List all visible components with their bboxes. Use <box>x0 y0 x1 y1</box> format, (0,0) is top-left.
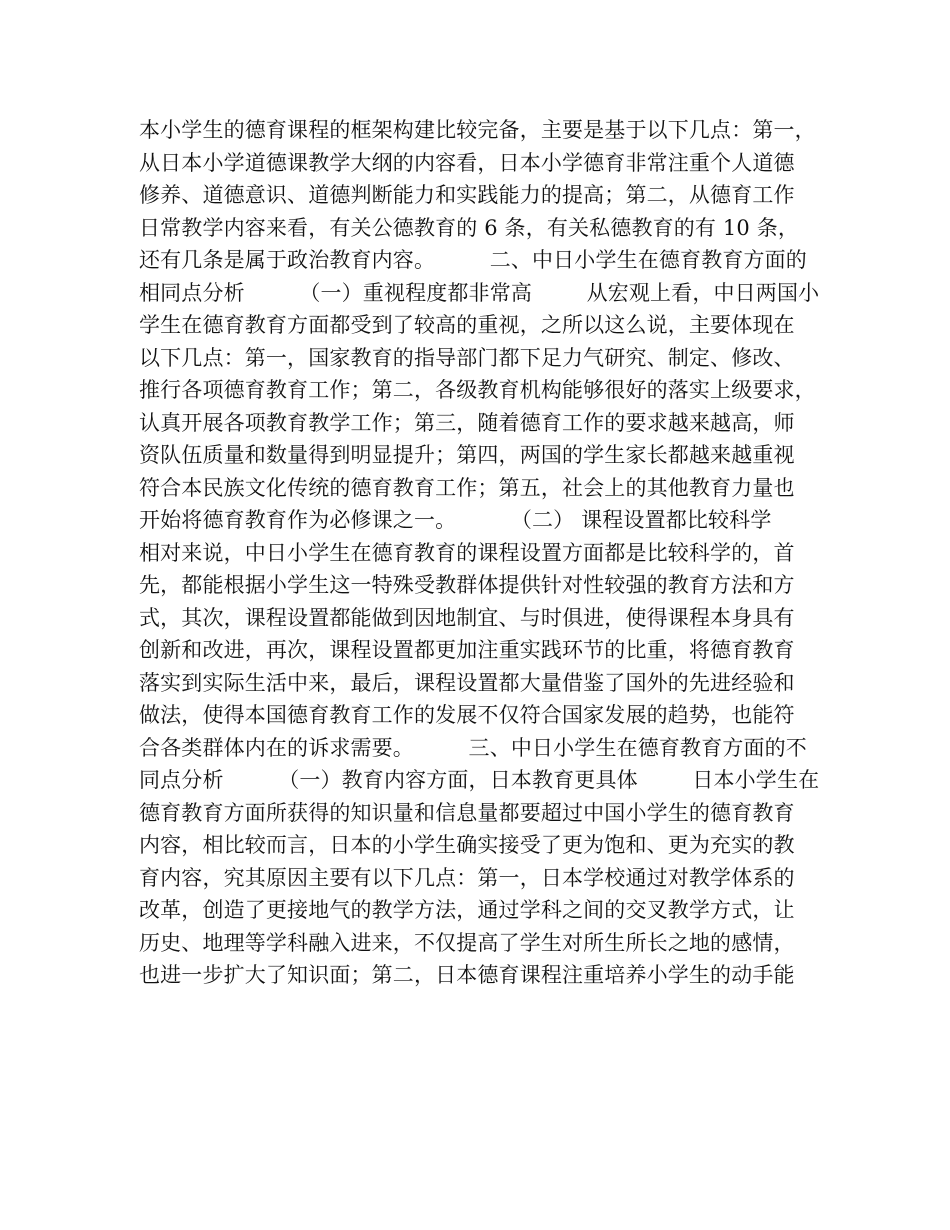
text-line: 做法，使得本国德育教育工作的发展不仅符合国家发展的趋势，也能符 <box>139 703 795 727</box>
text-line: 也进一步扩大了知识面；第二，日本德育课程注重培养小学生的动手能 <box>139 963 795 987</box>
text-line: 推行各项德育教育工作；第二，各级教育机构能够很好的落实上级要求， <box>139 378 816 402</box>
text-line: 符合本民族文化传统的德育教育工作；第五，社会上的其他教育力量也 <box>139 475 795 500</box>
text-line: 相同点分析 （一）重视程度都非常高 从宏观上看，中日两国小 <box>139 280 820 305</box>
text-line: 创新和改进，再次，课程设置都更加注重实践环节的比重，将德育教育 <box>139 638 795 662</box>
text-line: 先，都能根据小学生这一特殊受教群体提供针对性较强的教育方法和方 <box>139 573 795 597</box>
text-line: 还有几条是属于政治教育内容。 二、中日小学生在德育教育方面的 <box>139 248 807 272</box>
text-line: 育内容，究其原因主要有以下几点：第一，日本学校通过对教学体系的 <box>139 865 795 890</box>
text-line: 德育教育方面所获得的知识量和信息量都要超过中国小学生的德育教育 <box>139 800 795 825</box>
text-line: 式，其次，课程设置都能做到因地制宜、与时俱进，使得课程本身具有 <box>139 605 795 630</box>
text-line: 改革，创造了更接地气的教学方法，通过学科之间的交叉教学方式，让 <box>139 898 795 922</box>
text-line: 相对来说，中日小学生在德育教育的课程设置方面都是比较科学的，首 <box>139 540 795 565</box>
text-line: 资队伍质量和数量得到明显提升；第四，两国的学生家长都越来越重视 <box>139 443 795 467</box>
text-line: 认真开展各项教育教学工作；第三，随着德育工作的要求越来越高，师 <box>139 410 795 435</box>
text-line: 修养、道德意识、道德判断能力和实践能力的提高；第二，从德育工作 <box>139 183 795 207</box>
text-line: 学生在德育教育方面都受到了较高的重视，之所以这么说，主要体现在 <box>139 313 795 337</box>
text-line: 本小学生的德育课程的框架构建比较完备，主要是基于以下几点：第一， <box>139 118 816 142</box>
text-line: 合各类群体内在的诉求需要。 三、中日小学生在德育教育方面的不 <box>139 735 807 760</box>
text-line: 从日本小学道德课教学大纲的内容看，日本小学德育非常注重个人道德 <box>139 150 795 175</box>
text-line: 日常教学内容来看，有关公德教育的 6 条，有关私德教育的有 10 条， <box>139 215 800 240</box>
body-text <box>139 114 829 992</box>
text-line: 内容，相比较而言，日本的小学生确实接受了更为饱和、更为充实的教 <box>139 833 795 857</box>
text-line: 开始将德育教育作为必修课之一。 （二） 课程设置都比较科学 <box>139 508 772 532</box>
text-line: 历史、地理等学科融入进来，不仅提高了学生对所生所长之地的感情， <box>139 930 795 955</box>
text-line: 同点分析 （一）教育内容方面，日本教育更具体 日本小学生在 <box>139 768 820 792</box>
text-line: 落实到实际生活中来，最后，课程设置都大量借鉴了国外的先进经验和 <box>139 670 795 695</box>
text-line: 以下几点：第一，国家教育的指导部门都下足力气研究、制定、修改、 <box>139 345 795 370</box>
